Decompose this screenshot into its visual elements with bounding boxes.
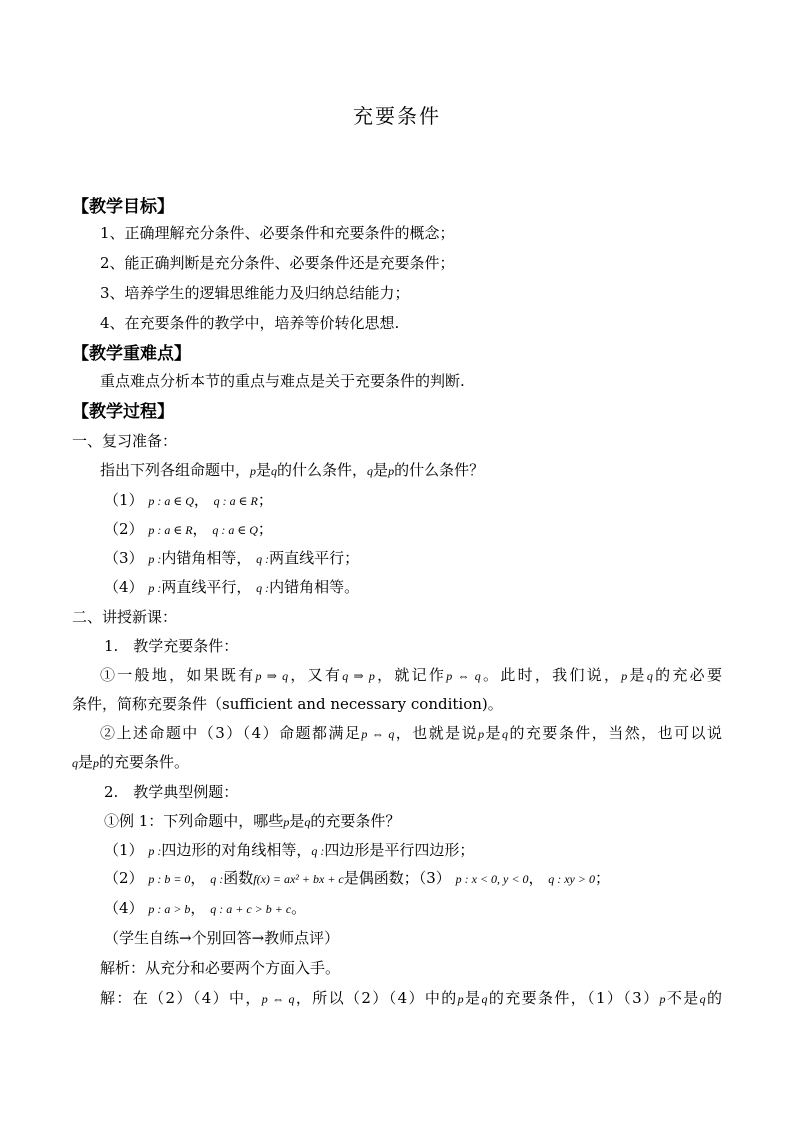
goal-item: 4、在充要条件的教学中，培养等价转化思想. [100, 314, 400, 332]
math-expr: p ⇔ q [446, 669, 481, 683]
list-item: （4） p : a > b， q : a + c > b + c。 [104, 899, 307, 917]
paragraph: ①例 1：下列命题中，哪些p是q的充要条件？ [104, 812, 401, 830]
math-expr: q : a ∈ Q [212, 523, 258, 537]
math-expr: p ⇔ q [361, 727, 395, 741]
math-expr: f(x) = ax² + bx + c [253, 872, 344, 886]
math-expr: p : a ∈ R [148, 523, 193, 537]
sub-heading: 2. 教学典型例题： [104, 783, 239, 801]
goal-item: 2、能正确判断是充分条件、必要条件还是充要条件； [100, 254, 455, 272]
math-expr: q : [311, 844, 325, 858]
list-item: （4） p :两直线平行， q :内错角相等。 [104, 578, 360, 596]
section-heading-key: 【教学重难点】 [72, 344, 191, 364]
math-expr: p : x < 0, y < 0 [455, 872, 529, 886]
note: （学生自练→个别回答→教师点评） [104, 929, 340, 947]
paragraph: 解析：从充分和必要两个方面入手。 [100, 959, 341, 977]
list-item: （2） p : a ∈ R， q : a ∈ Q； [104, 520, 273, 538]
math-var: p [621, 669, 628, 683]
math-var: p [659, 992, 666, 1006]
part-heading: 二、讲授新课： [72, 608, 178, 626]
math-var: p [283, 815, 290, 829]
math-var: q [367, 464, 374, 478]
math-var: p [478, 727, 485, 741]
section-heading-process: 【教学过程】 [72, 402, 174, 422]
math-expr: q : a + c > b + c [210, 902, 292, 916]
math-expr: q ⇒ p [342, 669, 375, 683]
math-expr: p : b = 0 [148, 872, 191, 886]
list-item: （3） p :内错角相等， q :两直线平行； [104, 549, 360, 567]
math-expr: p : [148, 552, 162, 566]
goal-item: 1、正确理解充分条件、必要条件和充要条件的概念； [100, 224, 455, 242]
math-var: q [699, 992, 706, 1006]
math-var: p [388, 464, 395, 478]
math-expr: q : [210, 872, 224, 886]
math-var: q [502, 727, 509, 741]
math-expr: p ⇔ q [261, 992, 295, 1006]
key-text: 重点难点分析本节的重点与难点是关于充要条件的判断. [100, 372, 465, 390]
math-expr: q : a ∈ R [213, 494, 258, 508]
math-expr: q : [256, 581, 270, 595]
paragraph: ①一般地，如果既有p ⇒ q，又有q ⇒ p，就记作p ⇔ q。此时，我们说，p是q的充必要 [100, 666, 722, 684]
math-var: q [304, 815, 311, 829]
math-var: p [457, 992, 464, 1006]
list-item: （1） p : a ∈ Q， q : a ∈ R； [104, 491, 273, 509]
math-var: p [250, 464, 257, 478]
math-expr: p : [148, 581, 162, 595]
math-expr: p : [148, 844, 162, 858]
list-item: （2） p : b = 0， q :函数f(x) = ax² + bx + c是偶函数；（3） p : x < 0, y < 0， q : xy > 0； [104, 869, 610, 887]
sub-heading: 1. 教学充要条件： [104, 637, 239, 655]
list-item: （1） p :四边形的对角线相等，q :四边形是平行四边形； [104, 841, 475, 859]
paragraph: 指出下列各组命题中，p是q的什么条件，q是p的什么条件？ [100, 461, 485, 479]
math-var: q [72, 756, 78, 770]
math-expr: p : a > b [148, 902, 191, 916]
math-expr: q : [256, 552, 270, 566]
part-heading: 一、复习准备： [72, 432, 178, 450]
math-var: p [93, 756, 100, 770]
math-var: q [271, 464, 278, 478]
paragraph: ②上述命题中（3）（4）命题都满足p ⇔ q，也就是说p是q的充要条件，当然，也可以说 [100, 724, 722, 742]
page-title: 充要条件 [353, 104, 441, 128]
section-heading-goals: 【教学目标】 [72, 197, 174, 217]
math-expr: p : a ∈ Q [148, 494, 194, 508]
paragraph: q是p的充要条件。 [72, 753, 190, 771]
goal-item: 3、培养学生的逻辑思维能力及归纳总结能力； [100, 284, 410, 302]
math-var: q [481, 992, 488, 1006]
math-expr: q : xy > 0 [548, 872, 595, 886]
paragraph: 条件，简称充要条件（sufficient and necessary condition)。 [72, 695, 503, 713]
math-var: q [646, 669, 653, 683]
paragraph: 解：在（2）（4）中，p ⇔ q，所以（2）（4）中的p是q的充要条件，（1）（3）p不是q的 [100, 989, 722, 1007]
math-expr: p ⇒ q [255, 669, 289, 683]
